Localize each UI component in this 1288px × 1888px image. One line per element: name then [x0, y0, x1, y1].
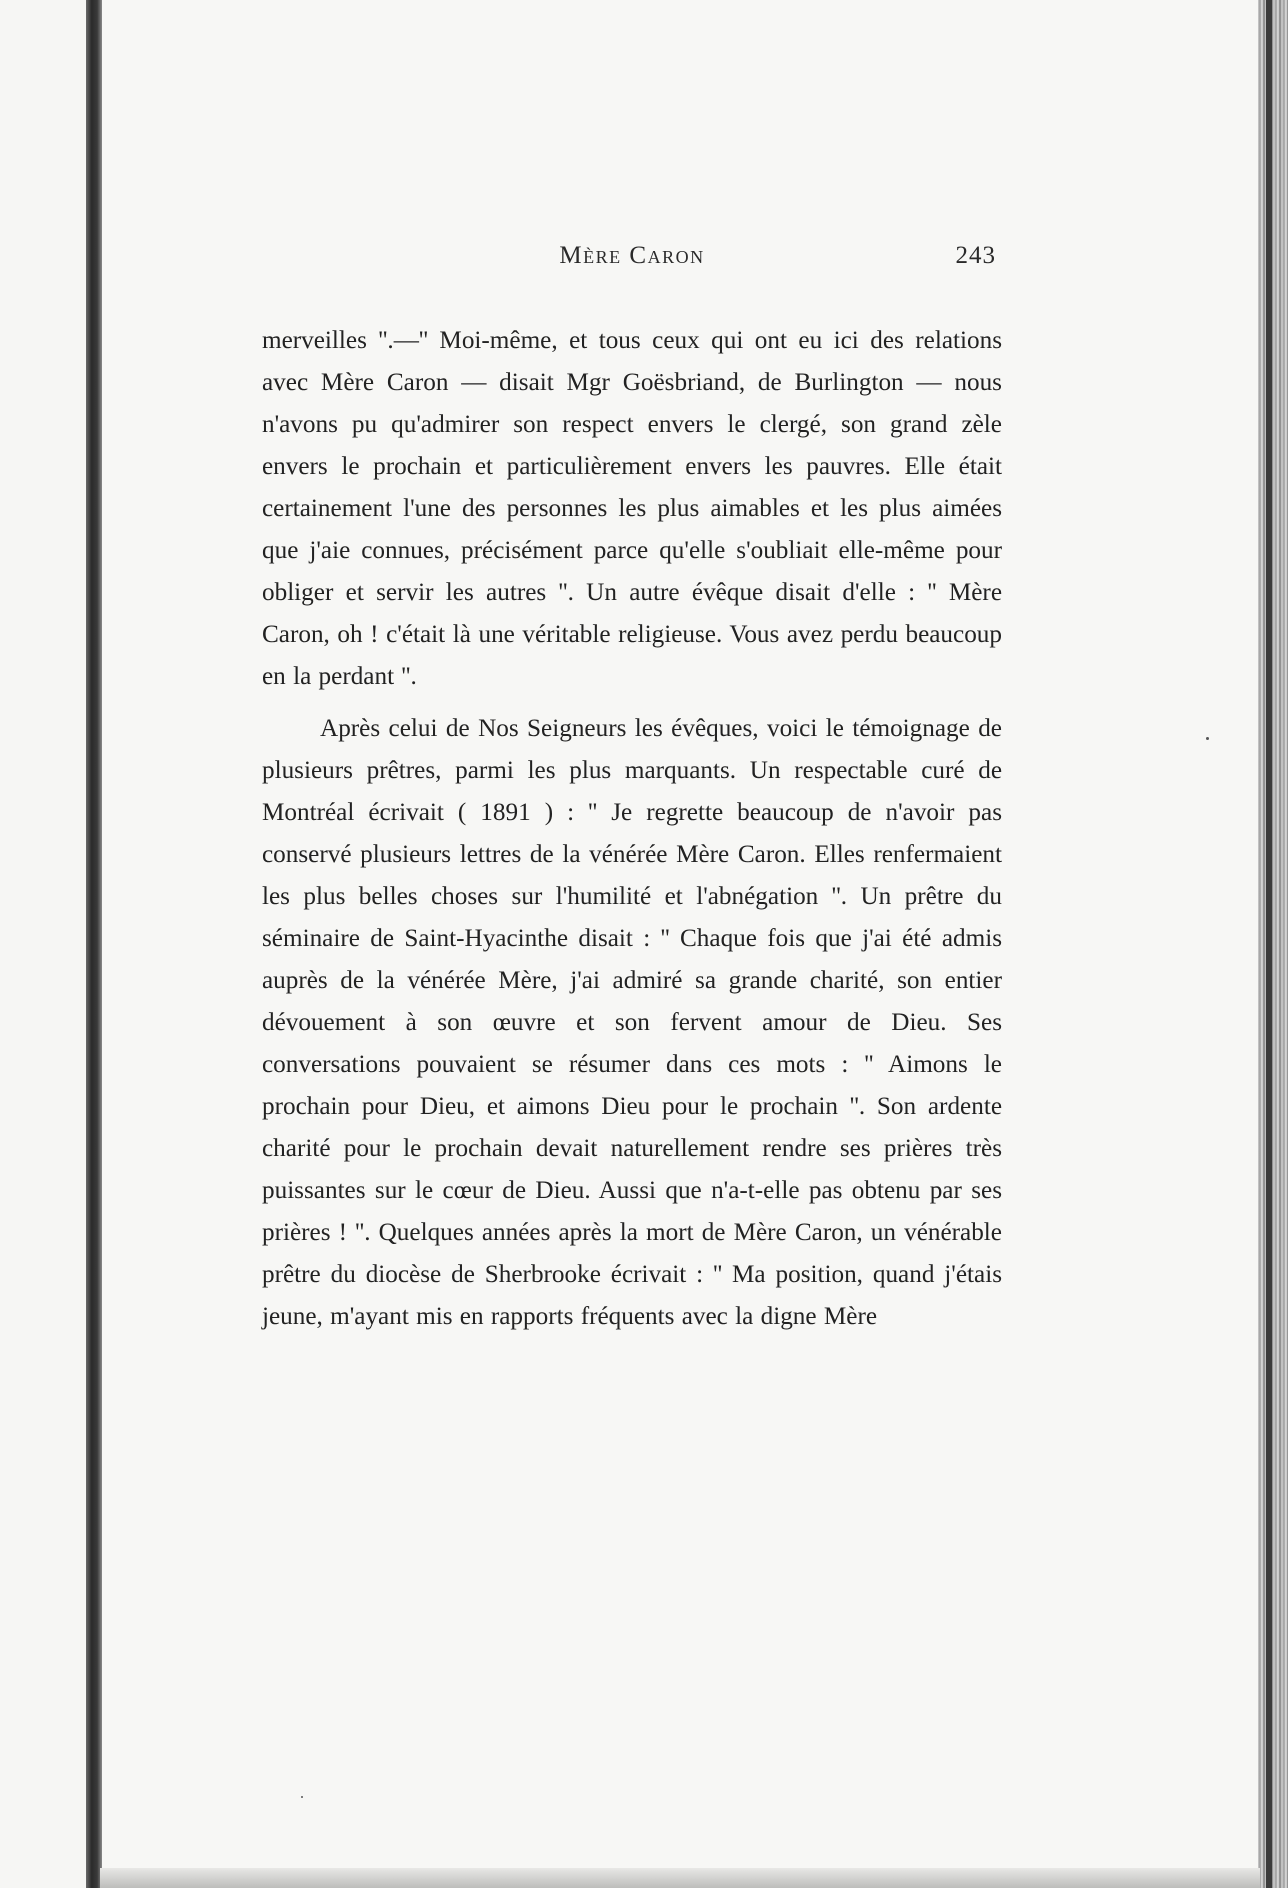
paragraph: Après celui de Nos Seigneurs les évêques, voici le témoignage de plusieurs prêtres, parmi les plus marquants. Un respectable curé de Montréal écrivait ( 1891 ) : '' Je regrette beaucoup de n'avoir pas conservé plusieurs lettres de la vénérée Mère Caron. Elles renfermaient les plus belles choses sur l'humilité et l'abnégation ''. Un prêtre du séminaire de Saint-Hyacinthe disait : '' Chaque fois que j'ai été admis auprès de la vénérée Mère, j'ai admiré sa grande charité, son entier dévouement à son œuvre et son fervent amour de Dieu. Ses conversations pouvaient se résumer dans ces mots : '' Aimons le prochain pour Dieu, et aimons Dieu pour le prochain ''. Son ardente charité pour le prochain devait naturellement rendre ses prières très puissantes sur le cœur de Dieu. Aussi que n'a-t-elle pas obtenu par ses prières ! ''. Quelques années après la mort de Mère Caron, un vénérable prêtre du diocèse de Sherbrooke écrivait : '' Ma position, quand j'étais jeune, m'ayant mis en rapports fréquents avec la digne Mère — [262, 715, 1002, 1330]
left-facing-page-margin — [0, 0, 86, 1888]
bottom-page-shadow — [100, 1868, 1260, 1888]
scan-speck — [1206, 737, 1209, 740]
paragraph: merveilles ''.—'' Moi-même, et tous ceux qui ont eu ici des relations avec Mère Caron — disait Mgr Goësbriand, de Burlington — nous n'avons pu qu'admirer son respect envers le clergé, son grand zèle envers le prochain et particulièrement envers les pauvres. Elle était certainement l'une des personnes les plus aimables et les plus aimées que j'aie connues, précisément parce qu'elle s'oubliait elle-même pour obliger et servir les autres ''. Un autre évêque disait d'elle : '' Mère Caron, oh ! c'était là une véritable religieuse. Vous avez perdu beaucoup en la perdant ''. — [262, 327, 1002, 690]
book-binding-edge — [86, 0, 102, 1888]
page-edge-shadow — [1266, 0, 1272, 1888]
running-head — [262, 242, 1002, 276]
page-number: 243 — [955, 242, 996, 269]
body-text — [262, 320, 1002, 1338]
page-edge-stack — [1258, 0, 1288, 1888]
scan-speck — [301, 1796, 303, 1798]
running-head-title: Mère Caron — [559, 242, 705, 269]
